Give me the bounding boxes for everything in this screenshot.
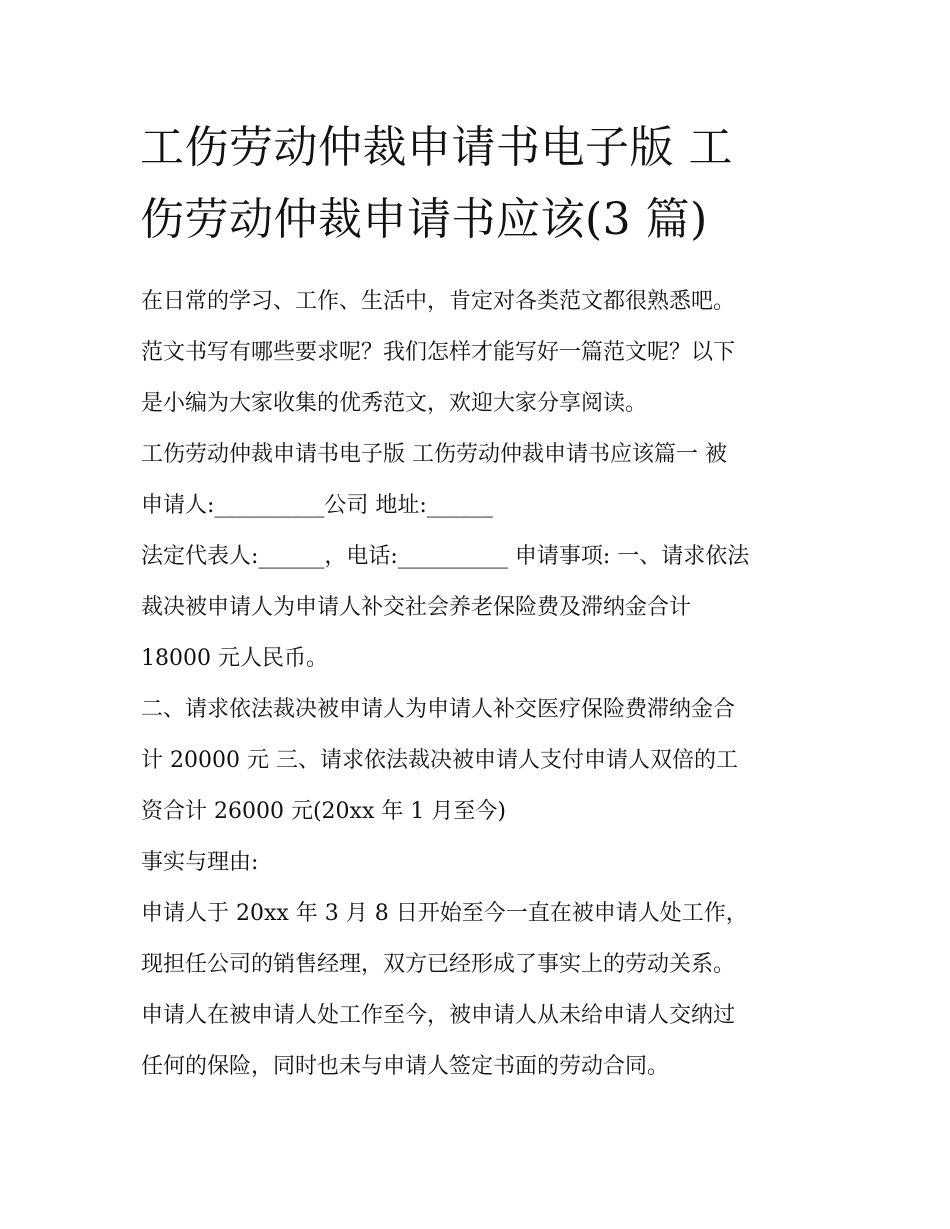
- body-line: 任何的保险，同时也未与申请人签定书面的劳动合同。: [141, 1054, 670, 1079]
- body-line: 现担任公司的销售经理，双方已经形成了事实上的劳动关系。: [141, 952, 736, 977]
- document-title: [140, 112, 820, 256]
- body-line: 资合计 26000 元(20xx 年 1 月至今): [141, 799, 506, 824]
- body-line: 裁决被申请人为申请人补交社会养老保险费及滞纳金合计: [141, 595, 692, 620]
- body-line: 18000 元人民币。: [141, 646, 328, 671]
- body-line: 范文书写有哪些要求呢？我们怎样才能写好一篇范文呢？以下: [141, 340, 736, 365]
- body-line: 是小编为大家收集的优秀范文，欢迎大家分享阅读。: [141, 391, 648, 416]
- body-line: 在日常的学习、工作、生活中，肯定对各类范文都很熟悉吧。: [141, 289, 736, 314]
- body-line: 二、请求依法裁决被申请人为申请人补交医疗保险费滞纳金合: [141, 697, 736, 722]
- title-line-2: 伤劳动仲裁申请书应该(3 篇): [140, 194, 708, 245]
- title-line-1: 工伤劳动仲裁申请书电子版 工: [140, 122, 733, 173]
- body-line: 事实与理由:: [141, 850, 259, 875]
- body-line: 工伤劳动仲裁申请书电子版 工伤劳动仲裁申请书应该篇一 被: [141, 442, 727, 467]
- body-line: 计 20000 元 三、请求依法裁决被申请人支付申请人双倍的工: [141, 748, 738, 773]
- body-line: 法定代表人:______，电话:__________ 申请事项: 一、请求依法: [141, 544, 750, 569]
- document-body: [141, 276, 813, 1092]
- body-line: 申请人:__________公司 地址:______: [141, 493, 493, 518]
- body-line: 申请人在被申请人处工作至今，被申请人从未给申请人交纳过: [141, 1003, 736, 1028]
- body-line: 申请人于 20xx 年 3 月 8 日开始至今一直在被申请人处工作，: [141, 901, 748, 926]
